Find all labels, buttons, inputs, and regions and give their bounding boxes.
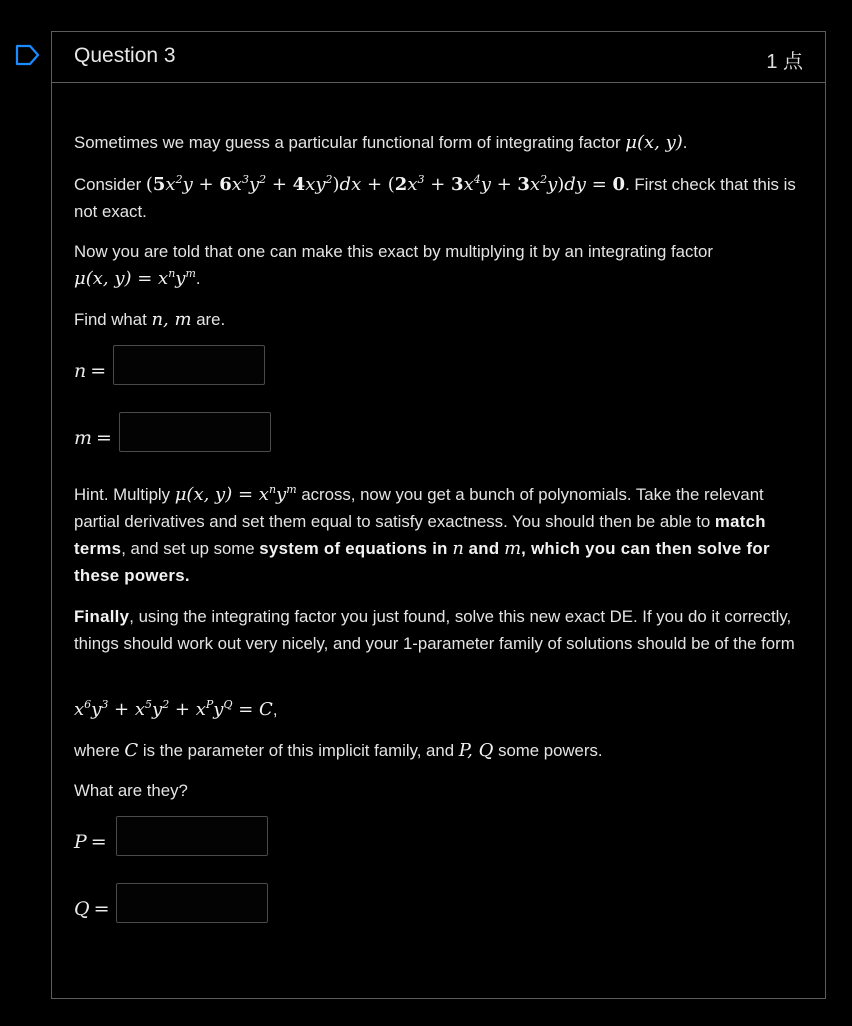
where-paragraph: where C is the parameter of this implicit family, and P, Q some powers. — [74, 740, 603, 761]
consider-paragraph: Consider $(5x^2y + 6x^3y^2 + 4xy^2)dx + (2x^3 + 3x^4y + 3x^2y)dy = 0$. First check that this is not exact. — [74, 173, 796, 221]
P-input[interactable] — [116, 816, 268, 856]
question-card — [51, 31, 826, 999]
Q-input[interactable] — [116, 883, 268, 923]
find-paragraph: Find what n, m are. — [74, 309, 226, 330]
flag-question-icon[interactable] — [15, 43, 41, 67]
math-integrating-factor: μ(x, $y) = x^ny^m$ — [74, 267, 196, 289]
Q-label: Q = — [74, 898, 110, 920]
P-label: P = — [74, 831, 107, 853]
math-mu: μ(x, y) — [625, 132, 683, 153]
finally-paragraph: Finally, using the integrating factor you just found, solve this new exact DE. If you do it correctly, things should work out very nicely, and your 1-parameter family of solutions should be of the form — [74, 607, 795, 653]
solution-form: $x^6y^3 + x^5y^2 + x^Py^Q = C$, — [74, 698, 278, 720]
hint-paragraph: Hint. Multiply μ(x, $y) = x^ny^m$ across, now you get a bunch of polynomials. Take the relevant partial derivatives and set them equal to satisfy exactness. You should then be able to match terms, and set up some system of equations in n and m, which you can then solve for these powers. — [74, 483, 770, 585]
question-title: Question 3 — [74, 44, 176, 67]
told-paragraph: Now you are told that one can make this exact by multiplying it by an integrating factor μ(x, $y) = x^ny^m$. — [74, 242, 713, 289]
question-points: 1 点 — [766, 51, 803, 73]
question-header — [52, 32, 825, 83]
intro-paragraph: Sometimes we may guess a particular functional form of integrating factor μ(x, y). — [74, 132, 688, 153]
math-equation: $(5x^2y + 6x^3y^2 + 4xy^2)dx + (2x^3 + 3x^4y + 3x^2y)dy = 0$ — [145, 173, 626, 195]
what-paragraph: What are they? — [74, 781, 188, 800]
n-label: n = — [74, 360, 107, 382]
n-input[interactable] — [113, 345, 265, 385]
m-label: m = — [74, 427, 112, 449]
m-input[interactable] — [119, 412, 271, 452]
